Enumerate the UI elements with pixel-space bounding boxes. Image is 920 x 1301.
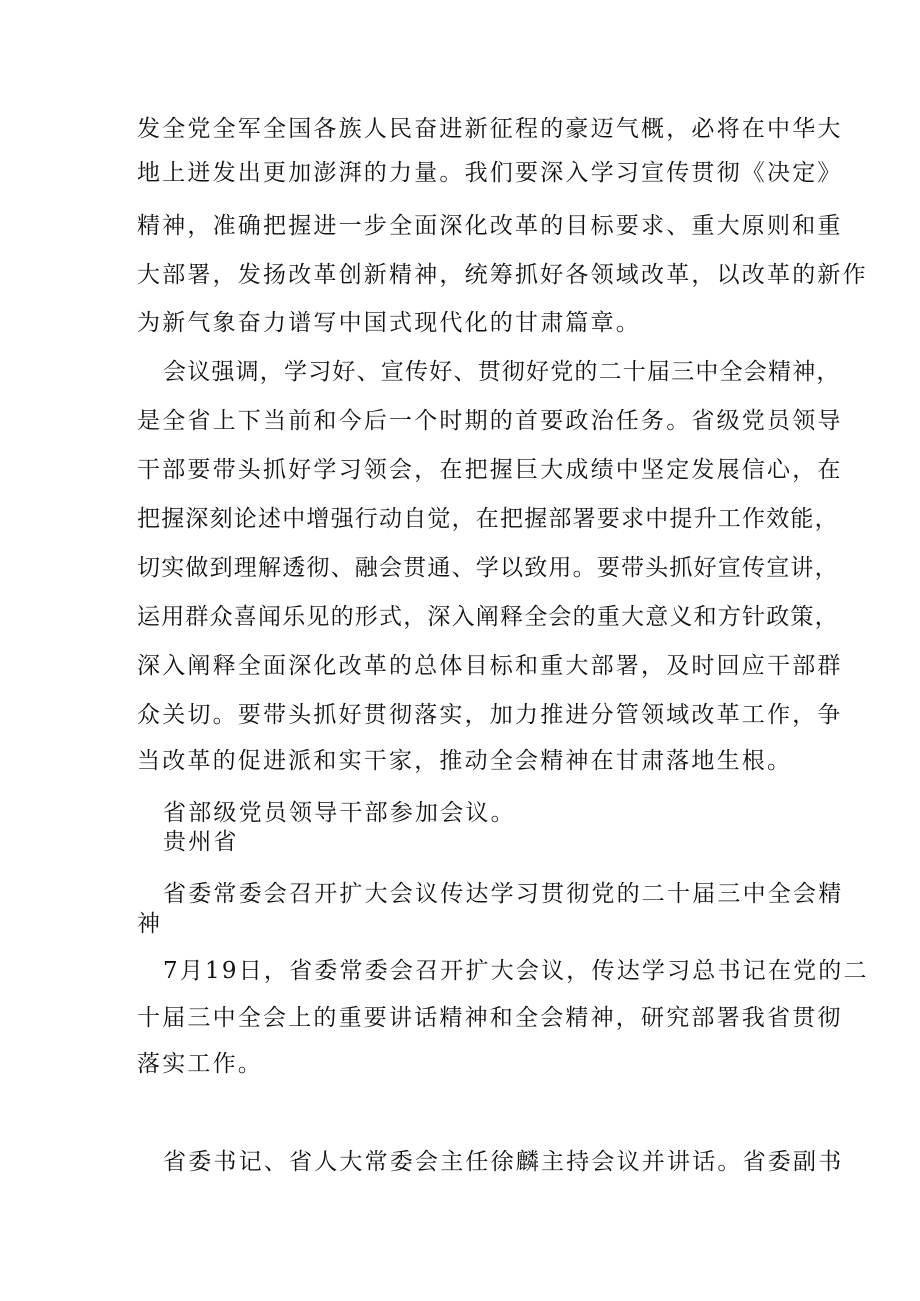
heading-line-2: 神 [137,911,163,937]
paragraph-1-line-2: 地上迸发出更加澎湃的力量。我们要深入学习宣传贯彻《决定》 [137,160,843,186]
heading-line-1: 省委常委会召开扩大会议传达学习贯彻党的二十届三中全会精 [163,881,844,907]
paragraph-2-line-3: 干部要带头抓好学习领会，在把握巨大成绩中坚定发展信心，在 [137,457,843,483]
paragraph-1-line-3: 精神，准确把握进一步全面深化改革的目标要求、重大原则和重 [137,213,843,239]
paragraph-2-line-4: 把握深刻论述中增强行动自觉，在把握部署要求中提升工作效能， [137,506,839,532]
paragraph-4-line-2: 十届三中全会上的重要讲话精神和全会精神，研究部署我省贯彻 [137,1005,843,1031]
paragraph-3: 省部级党员领导干部参加会议。 [163,800,516,826]
paragraph-2-line-2: 是全省上下当前和今后一个时期的首要政治任务。省级党员领导 [137,408,843,434]
paragraph-2-line-7: 深入阐释全面深化改革的总体目标和重大部署，及时回应干部群 [137,653,843,679]
paragraph-5: 省委书记、省人大常委会主任徐麟主持会议并讲话。省委副书 [163,1149,844,1175]
section-label: 贵州省 [163,829,239,855]
paragraph-4-line-3: 落实工作。 [137,1051,263,1077]
paragraph-2-line-9: 当改革的促进派和实干家，推动全会精神在甘肃落地生根。 [137,748,793,774]
paragraph-2-line-1: 会议强调，学习好、宣传好、贯彻好党的二十届三中全会精神， [163,359,841,385]
paragraph-2-line-5: 切实做到理解透彻、融会贯通、学以致用。要带头抓好宣传宣讲， [137,555,839,581]
paragraph-1-line-1: 发全党全军全国各族人民奋进新征程的豪迈气概，必将在中华大 [137,116,843,142]
paragraph-1-line-4: 大部署，发扬改革创新精神，统筹抓好各领域改革，以改革的新作 [137,262,868,288]
paragraph-4-line-1: 7月19日，省委常委会召开扩大会议，传达学习总书记在党的二 [163,958,869,984]
paragraph-2-line-6: 运用群众喜闻乐见的形式，深入阐释全会的重大意义和方针政策， [137,604,839,630]
paragraph-1-line-5: 为新气象奋力谱写中国式现代化的甘肃篇章。 [137,310,641,336]
paragraph-2-line-8: 众关切。要带头抓好贯彻落实，加力推进分管领域改革工作，争 [137,702,843,728]
